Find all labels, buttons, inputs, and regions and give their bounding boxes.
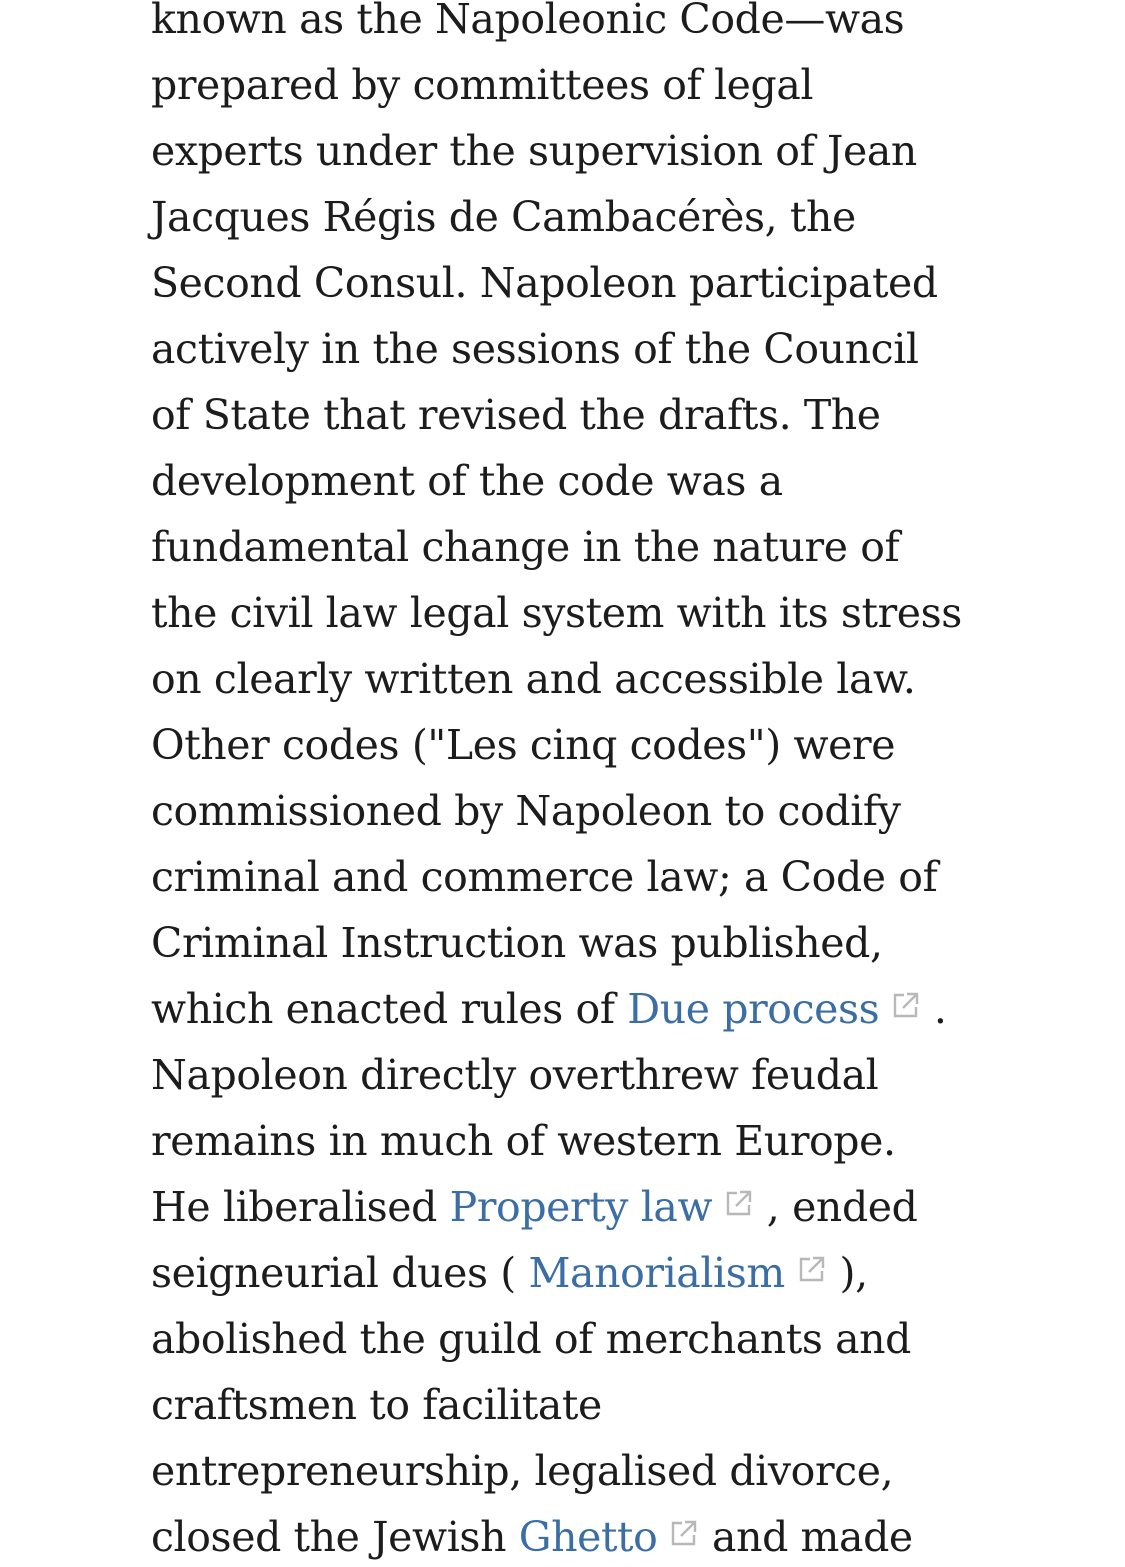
text-line: the civil law legal system with its stress xyxy=(151,589,962,637)
article-body xyxy=(151,0,981,1567)
external-link-icon xyxy=(797,1254,827,1284)
property-law-link[interactable]: Property law xyxy=(449,1183,713,1231)
text-segment: ), xyxy=(826,1249,868,1297)
text-line xyxy=(151,1240,981,1306)
text-line: Jacques Régis de Cambacérès, the xyxy=(151,193,856,241)
text-line xyxy=(151,1174,981,1240)
text-line: criminal and commerce law; a Code of xyxy=(151,853,938,901)
text-line xyxy=(151,1504,981,1567)
text-segment: and made xyxy=(699,1513,913,1561)
text-segment: , ended xyxy=(754,1183,918,1231)
text-line: craftsmen to facilitate xyxy=(151,1381,602,1429)
text-line: remains in much of western Europe. xyxy=(151,1117,896,1165)
text-line: Criminal Instruction was published, xyxy=(151,919,883,967)
text-line: prepared by committees of legal xyxy=(151,61,814,109)
due-process-link[interactable]: Due process xyxy=(627,985,880,1033)
text-line: entrepreneurship, legalised divorce, xyxy=(151,1447,894,1495)
external-link-icon xyxy=(669,1518,699,1548)
text-line xyxy=(151,976,981,1042)
text-line: commissioned by Napoleon to codify xyxy=(151,787,901,835)
text-line: of State that revised the drafts. The xyxy=(151,391,881,439)
text-segment: which enacted rules of xyxy=(151,985,615,1033)
text-segment: . xyxy=(921,985,947,1033)
text-line: known as the Napoleonic Code—was xyxy=(151,0,905,43)
text-line: abolished the guild of merchants and xyxy=(151,1315,912,1363)
text-segment: closed the Jewish xyxy=(151,1513,507,1561)
text-line: fundamental change in the nature of xyxy=(151,523,900,571)
external-link-icon xyxy=(724,1188,754,1218)
ghetto-link[interactable]: Ghetto xyxy=(518,1513,658,1561)
text-line: Napoleon directly overthrew feudal xyxy=(151,1051,879,1099)
text-line: development of the code was a xyxy=(151,457,783,505)
manorialism-link[interactable]: Manorialism xyxy=(528,1249,785,1297)
text-segment: He liberalised xyxy=(151,1183,438,1231)
text-segment: seigneurial dues ( xyxy=(151,1249,516,1297)
text-line: actively in the sessions of the Council xyxy=(151,325,919,373)
external-link-icon xyxy=(891,990,921,1020)
text-line: on clearly written and accessible law. xyxy=(151,655,916,703)
text-line: experts under the supervision of Jean xyxy=(151,127,917,175)
text-line: Other codes ("Les cinq codes") were xyxy=(151,721,896,769)
text-line: Second Consul. Napoleon participated xyxy=(151,259,938,307)
